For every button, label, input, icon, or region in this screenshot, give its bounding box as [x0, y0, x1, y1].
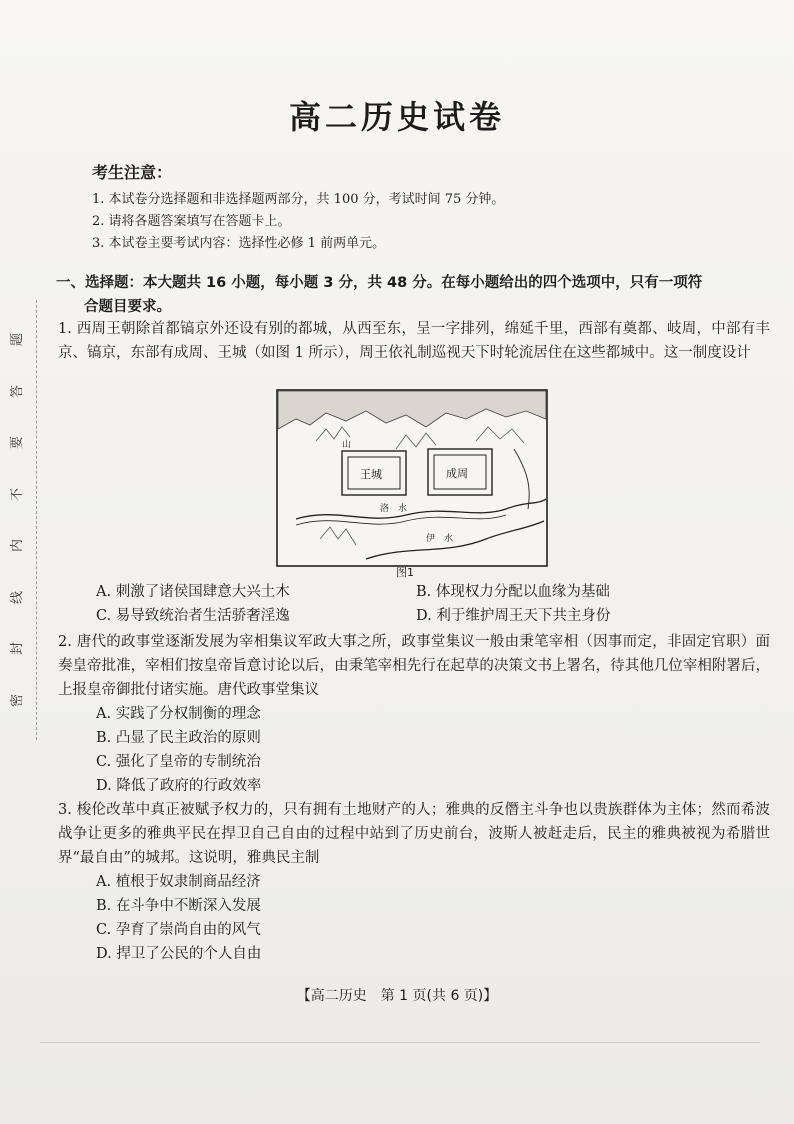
- option-a: A. 植根于奴隶制商品经济: [96, 874, 261, 890]
- map-label-mountain: 山: [342, 440, 352, 450]
- scan-edge: [40, 1042, 760, 1043]
- map-label-wangcheng: 王城: [360, 468, 382, 481]
- section-heading: [56, 271, 768, 319]
- section-line: 一、选择题：本大题共 16 小题，每小题 3 分，共 48 分。在每小题给出的四个选项中，只有一项符: [56, 275, 703, 291]
- binding-char: 要: [10, 436, 26, 450]
- option-b: B. 体现权力分配以血缘为基础: [416, 584, 610, 600]
- question-stem: 3. 梭伦改革中真正被赋予权力的，只有拥有土地财产的人；雅典的反僭主斗争也以贵族群体为主体；然而希波战争让更多的雅典平民在捍卫自己自由的过程中站到了历史前台，波斯人被赶走后，民主的雅典被视为希腊世界“最自由”的城邦。这说明，雅典民主制: [58, 802, 770, 866]
- notice-item: 3. 本试卷主要考试内容：选择性必修 1 前两单元。: [92, 236, 386, 251]
- section-line: 合题目要求。: [84, 299, 171, 315]
- option-d: D. 捍卫了公民的个人自由: [96, 946, 262, 962]
- question-3: [58, 798, 770, 870]
- map-label-yi-river: 伊 水: [426, 534, 454, 544]
- option-b: B. 在斗争中不断深入发展: [96, 898, 261, 914]
- binding-line: [36, 300, 37, 740]
- binding-char: 答: [10, 384, 26, 398]
- question-stem: 1. 西周王朝除首都镐京外还设有别的都城，从西至东，呈一字排列，绵延千里，西部有奠都、岐周，中部有丰京、镐京，东部有成周、王城（如图 1 所示），周王依礼制巡视天下时轮流居住在这些都城中。这一制度设计: [58, 321, 770, 361]
- binding-margin: [4, 330, 28, 710]
- binding-char: 封: [10, 642, 26, 656]
- option-d: D. 利于维护周王天下共主身份: [416, 608, 611, 624]
- map-label-chengzhou: 成周: [446, 467, 468, 480]
- binding-char: 密: [10, 693, 26, 707]
- map-drawing: [276, 389, 548, 569]
- figure-1-map: [276, 389, 548, 579]
- binding-char: 线: [10, 590, 26, 604]
- page-footer: 【高二历史 第 1 页(共 6 页)】: [296, 988, 498, 1004]
- option-c: C. 孕育了崇尚自由的风气: [96, 922, 261, 938]
- option-d: D. 降低了政府的行政效率: [96, 778, 262, 794]
- notice-item: 2. 请将各题答案填写在答题卡上。: [92, 214, 291, 229]
- notice-item: 1. 本试卷分选择题和非选择题两部分，共 100 分，考试时间 75 分钟。: [92, 192, 505, 207]
- notice-heading: 考生注意：: [92, 163, 173, 182]
- question-1-options: [96, 580, 736, 628]
- question-2-options: [96, 702, 261, 798]
- binding-char: 不: [10, 487, 26, 501]
- option-c: C. 易导致统治者生活骄奢淫逸: [96, 608, 290, 624]
- option-a: A. 刺激了诸侯国肆意大兴土木: [96, 584, 290, 600]
- figure-caption: 图1: [396, 566, 414, 579]
- binding-char: 题: [10, 332, 26, 347]
- map-label-luo-river: 洛 水: [380, 504, 408, 514]
- question-1: [58, 317, 770, 365]
- question-3-options: [96, 870, 261, 966]
- option-a: A. 实践了分权制衡的理念: [96, 706, 261, 722]
- option-c: C. 强化了皇帝的专制统治: [96, 754, 261, 770]
- binding-char: 内: [10, 539, 26, 553]
- question-2: [58, 630, 770, 702]
- exam-notice: [92, 160, 732, 255]
- option-b: B. 凸显了民主政治的原则: [96, 730, 261, 746]
- page-title: 高二历史试卷: [288, 98, 505, 136]
- question-stem: 2. 唐代的政事堂逐渐发展为宰相集议军政大事之所，政事堂集议一般由秉笔宰相（因事而定，非固定官职）面奏皇帝批准，宰相们按皇帝旨意讨论以后，由秉笔宰相先行在起草的决策文书上署名，待其他几位宰相附署后，上报皇帝御批付诸实施。唐代政事堂集议: [58, 634, 770, 698]
